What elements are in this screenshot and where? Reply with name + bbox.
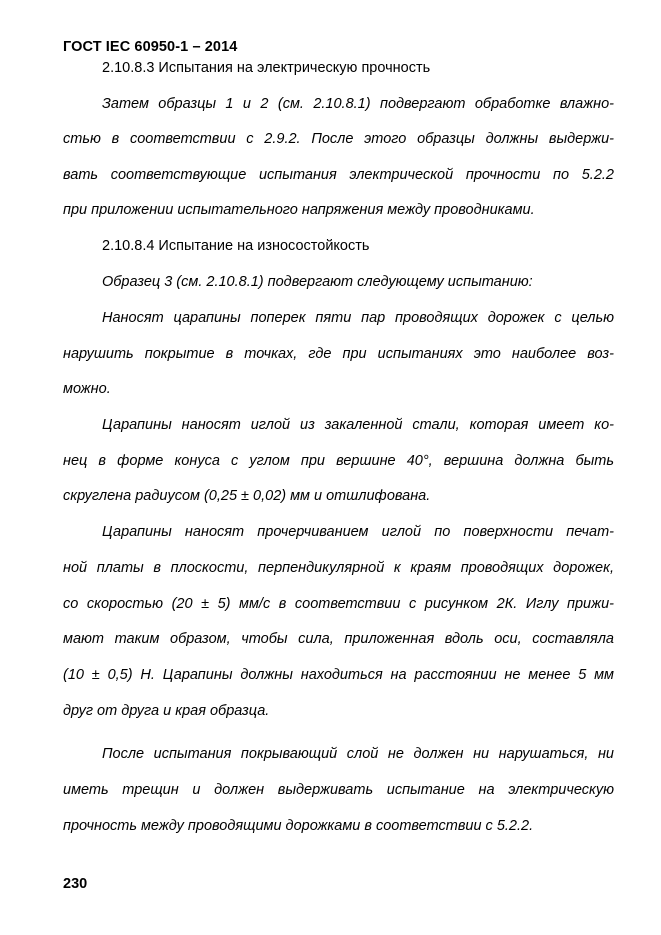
text-line: Царапины наносят прочерчиванием иглой по поверхности печат- [102,524,614,540]
text-line: Затем образцы 1 и 2 (см. 2.10.8.1) подвергают обработке влажно- [102,96,614,112]
standard-designation: ГОСТ IEC 60950-1 – 2014 [63,39,238,55]
text-line: друг от друга и края образца. [63,703,270,719]
text-line: Наносят царапины поперек пяти пар проводящих дорожек с целью [102,310,614,326]
text-line: можно. [63,381,111,397]
text-line: со скоростью (20 ± 5) мм/с в соответствии с рисунком 2К. Иглу прижи- [63,596,614,612]
text-line: После испытания покрывающий слой не должен ни нарушаться, ни [102,746,614,762]
text-line: нец в форме конуса с углом при вершине 40°, вершина должна быть [63,453,614,469]
text-line: мают таким образом, чтобы сила, приложенная вдоль оси, составляла [63,631,614,647]
text-line: Образец 3 (см. 2.10.8.1) подвергают следующему испытанию: [102,274,533,290]
text-line: нарушить покрытие в точках, где при испытаниях это наиболее воз- [63,346,614,362]
text-line: ной платы в плоскости, перпендикулярной к краям проводящих дорожек, [63,560,614,576]
text-line: иметь трещин и должен выдерживать испытание на электрическую [63,782,614,798]
text-line: (10 ± 0,5) Н. Царапины должны находиться на расстоянии не менее 5 мм [63,667,614,683]
section-heading-2-10-8-3: 2.10.8.3 Испытания на электрическую прочность [102,60,431,76]
text-line: скруглена радиусом (0,25 ± 0,02) мм и отшлифована. [63,488,431,504]
text-line: стью в соответствии с 2.9.2. После этого образцы должны выдержи- [63,131,614,147]
text-line: Царапины наносят иглой из закаленной стали, которая имеет ко- [102,417,614,433]
section-heading-2-10-8-4: 2.10.8.4 Испытание на износостойкость [102,238,370,254]
page-number: 230 [63,876,88,892]
text-line: прочность между проводящими дорожками в соответствии с 5.2.2. [63,818,534,834]
text-line: вать соответствующие испытания электрической прочности по 5.2.2 [63,167,614,183]
text-line: при приложении испытательного напряжения между проводниками. [63,202,535,218]
